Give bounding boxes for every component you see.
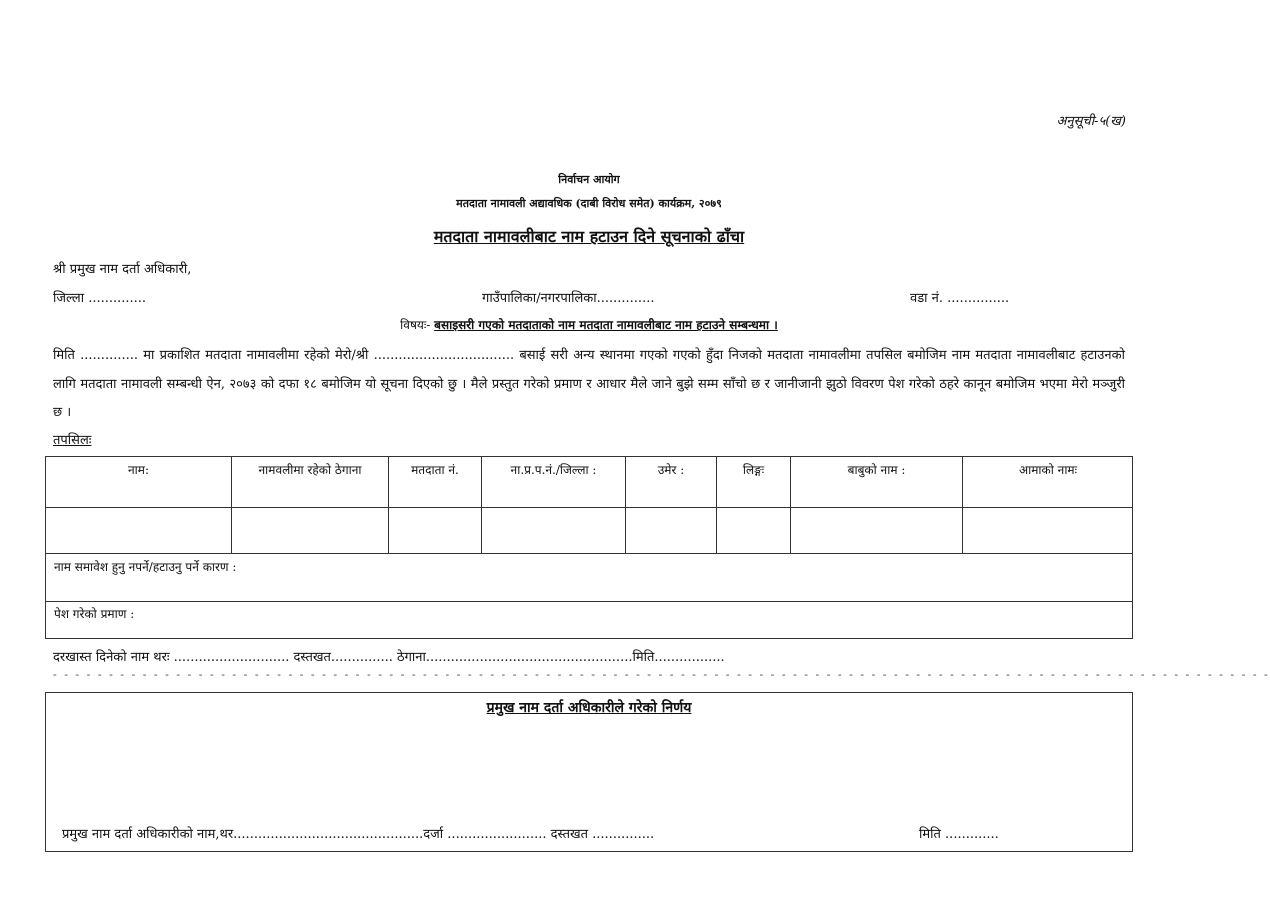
header-age: उमेर :: [657, 463, 685, 477]
ward-field: वडा नं. ...............: [910, 291, 1010, 306]
proof-label: पेश गरेको प्रमाण :: [54, 607, 135, 621]
declaration-paragraph: मिति .............. मा प्रकाशित मतदाता नामावलीमा रहेको मेरो/श्री .................................. बसाई सरी अन्य स्थानमा गएको गएको हुँदा निजको मतदाता नामावलीमा तपसिल बमोजिम नाम मतदाता नामावलीबाट हटाउनको लागि मतदाता नामावली सम्बन्धी ऐन, २०७३ को दफा १८ बमोजिम यो सूचना दिएको छु । मैले प्रस्तुत गरेको प्रमाण र आधार मैले जाने बुझे सम्म साँचो छ र जानीजानी झुठो विवरण पेश गरेको ठहरे कानून बमोजिम भएमा मेरो मञ्जुरी छ ।: [53, 348, 1125, 420]
subject-text: बसाइसरी गएको मतदाताको नाम मतदाता नामावलीबाट नाम हटाउने सम्बन्धमा ।: [434, 318, 778, 332]
decision-date: मिति .............: [919, 827, 999, 842]
officer-signature-line: प्रमुख नाम दर्ता अधिकारीको नाम,थर..............................................दर्जा ........................ दस्तखत ...............: [62, 827, 655, 842]
details-label: तपसिलः: [53, 433, 92, 448]
header-citizenship-district: ना.प्र.प.नं./जिल्ला :: [510, 463, 597, 477]
annex-label: अनुसूची-५(ख): [1056, 114, 1126, 129]
row-divider: [46, 601, 1132, 602]
form-title: मतदाता नामावलीबाट नाम हटाउन दिने सूचनाको ढाँचा: [433, 227, 745, 246]
subject-label: विषयः-: [400, 318, 431, 332]
details-table: [45, 456, 1133, 639]
header-father-name: बाबुको नाम :: [847, 463, 906, 477]
cut-divider: - - - - - - - - - - - - - - - - - - - - - - - - - - - - - - - - - - - - - - - - - - - - - - - - - - - - - - - - - - - - - - - - - - - - - - - - - - - - - - - - - - - - - - - - - - - - - - - - - - - - - - - - - - - - -: [53, 668, 1270, 681]
column-divider: [625, 457, 626, 553]
header-gender: लिङ्गः: [742, 463, 765, 477]
applicant-line: दरखास्त दिनेको नाम थरः ............................ दस्तखत............... ठेगाना..................................................मिति.................: [53, 650, 725, 665]
header-voter-number: मतदाता नं.: [411, 463, 459, 477]
column-divider: [481, 457, 482, 553]
district-field: जिल्ला ..............: [53, 291, 147, 306]
reason-label: नाम समावेश हुनु नपर्ने/हटाउनु पर्ने कारण :: [54, 560, 237, 574]
decision-title: प्रमुख नाम दर्ता अधिकारीले गरेको निर्णय: [486, 700, 692, 716]
organization-name: निर्वाचन आयोग: [558, 173, 620, 186]
row-divider: [46, 507, 1132, 508]
program-name: मतदाता नामावली अद्यावधिक (दाबी विरोध समेत) कार्यक्रम, २०७९: [456, 197, 722, 210]
column-divider: [388, 457, 389, 553]
column-divider: [790, 457, 791, 553]
header-name: नाम:: [128, 463, 149, 477]
subject-line: [0, 316, 1178, 333]
column-divider: [231, 457, 232, 553]
municipality-field: गाउँपालिका/नगरपालिका..............: [482, 291, 655, 306]
header-address: नामवलीमा रहेको ठेगाना: [258, 463, 362, 477]
decision-box: [45, 692, 1133, 852]
header-mother-name: आमाको नामः: [1018, 463, 1078, 477]
addressee: श्री प्रमुख नाम दर्ता अधिकारी,: [53, 262, 192, 277]
column-divider: [962, 457, 963, 553]
row-divider: [46, 553, 1132, 554]
column-divider: [716, 457, 717, 553]
